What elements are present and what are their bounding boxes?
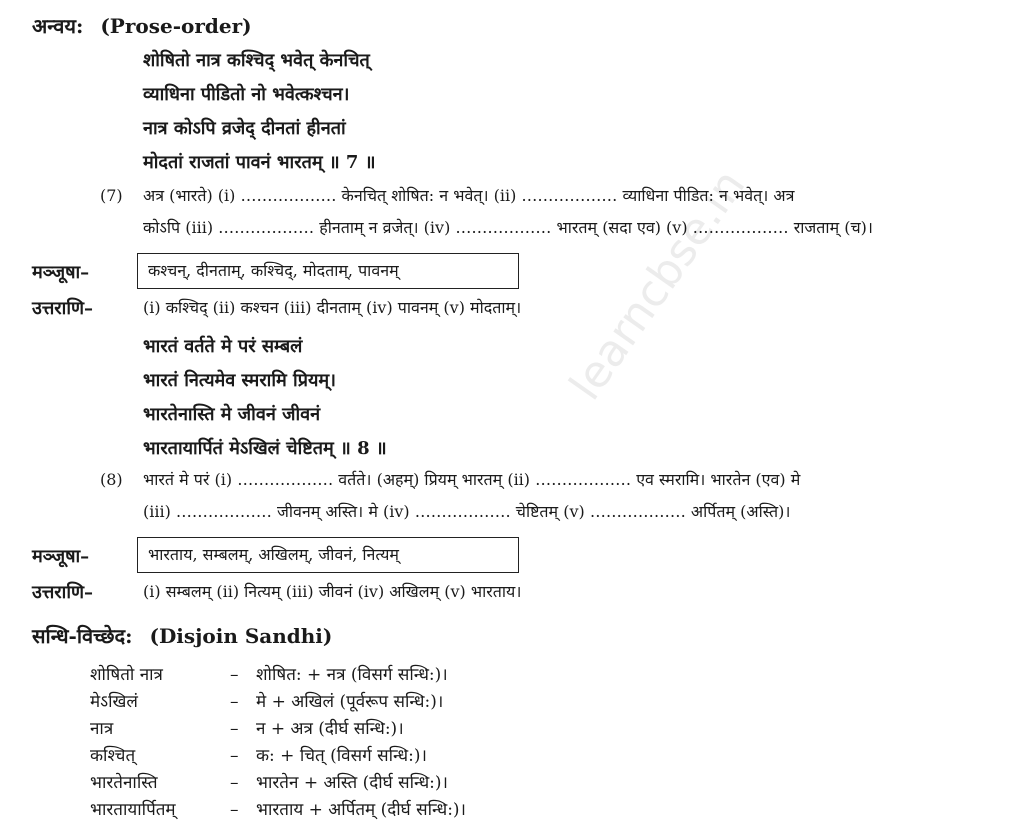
q7-number: (7) [100, 186, 123, 205]
sandhi-row [90, 662, 448, 685]
q8-line: (iii) ……………… जीवनम् अस्ति। मे (iv) ……………… चेष्टितम् (v) ……………… अर्पितम् (अस्ति)। [143, 502, 791, 521]
sandhi-heading [32, 624, 332, 648]
manjusha2-label: मञ्जूषा– [32, 546, 90, 567]
sandhi-dash: – [230, 692, 239, 712]
sandhi-row [90, 689, 443, 712]
sandhi-row [90, 716, 404, 739]
verse7-line: नात्र कोऽपि व्रजेद् दीनतां हीनतां [143, 118, 346, 139]
uttarani1-label: उत्तराणि– [32, 298, 94, 319]
sandhi-split: भारताय + अर्पितम् (दीर्घ सन्धि:)। [256, 800, 466, 820]
q7-line: कोऽपि (iii) ……………… हीनताम् न व्रजेत्। (iv) ……………… भारतम् (सदा एव) (v) ……………… राजताम् (च)। [143, 218, 873, 237]
verse7-line: मोदतां राजतां पावनं भारतम् ॥ 7 ॥ [143, 152, 376, 173]
sandhi-split: न + अत्र (दीर्घ सन्धि:)। [256, 719, 404, 739]
q8-line: भारतं मे परं (i) ……………… वर्तते। (अहम्) प्रियम् भारतम् (ii) ……………… एव स्मरामि। भारतेन (एव) मे [143, 470, 801, 489]
verse8-line: भारतायार्पितं मेऽखिलं चेष्टितम् ॥ 8 ॥ [143, 438, 387, 459]
anvay-sub: (Prose-order) [100, 14, 252, 38]
verse8-line: भारतं वर्तते मे परं सम्बलं [143, 336, 303, 357]
sandhi-row [90, 743, 427, 766]
sandhi-word: शोषितो नात्र [90, 665, 163, 685]
sandhi-split: मे + अखिलं (पूर्वरूप सन्धि:)। [256, 692, 444, 712]
sandhi-word: मेऽखिलं [90, 692, 138, 712]
sandhi-dash: – [230, 773, 239, 793]
q8-number: (8) [100, 470, 123, 489]
sandhi-split: क: + चित् (विसर्ग सन्धि:)। [256, 746, 427, 766]
q7-line: अत्र (भारते) (i) ……………… केनचित् शोषित: न भवेत्। (ii) ……………… व्याधिना पीडित: न भवेत्। अत्र [143, 186, 795, 205]
watermark: learncbse.in [560, 160, 756, 410]
anvay-heading [32, 14, 252, 38]
sandhi-label: सन्धि-विच्छेद: [32, 624, 133, 648]
verse8-line: भारतं नित्यमेव स्मरामि प्रियम्। [143, 370, 336, 391]
verse7-line: व्याधिना पीडितो नो भवेत्कश्चन। [143, 84, 350, 105]
verse8-line: भारतेनास्ति मे जीवनं जीवनं [143, 404, 321, 425]
sandhi-sub: (Disjoin Sandhi) [149, 624, 333, 648]
sandhi-word: नात्र [90, 719, 114, 739]
sandhi-dash: – [230, 665, 239, 685]
manjusha1-label: मञ्जूषा– [32, 262, 90, 283]
uttarani2-label: उत्तराणि– [32, 582, 94, 603]
sandhi-dash: – [230, 800, 239, 820]
sandhi-split: शोषित: + नत्र (विसर्ग सन्धि:)। [256, 665, 448, 685]
uttarani2-text: (i) सम्बलम् (ii) नित्यम् (iii) जीवनं (iv) अखिलम् (v) भारताय। [143, 582, 522, 601]
manjusha1-words: कश्चन्, दीनताम्, कश्चिद्, मोदताम्, पावनम् [148, 261, 399, 280]
manjusha1-box [137, 253, 519, 289]
sandhi-word: कश्चित् [90, 746, 136, 766]
sandhi-row [90, 770, 448, 793]
manjusha2-words: भारताय, सम्बलम्, अखिलम्, जीवनं, नित्यम् [148, 545, 399, 564]
anvay-label: अन्वय: [32, 14, 84, 38]
sandhi-row [90, 797, 466, 820]
sandhi-dash: – [230, 746, 239, 766]
manjusha2-box [137, 537, 519, 573]
sandhi-word: भारतायार्पितम् [90, 800, 176, 820]
sandhi-split: भारतेन + अस्ति (दीर्घ सन्धि:)। [256, 773, 448, 793]
sandhi-word: भारतेनास्ति [90, 773, 158, 793]
verse7-line: शोषितो नात्र कश्चिद् भवेत् केनचित् [143, 50, 370, 71]
sandhi-dash: – [230, 719, 239, 739]
uttarani1-text: (i) कश्चिद् (ii) कश्चन (iii) दीनताम् (iv) पावनम् (v) मोदताम्। [143, 298, 522, 317]
